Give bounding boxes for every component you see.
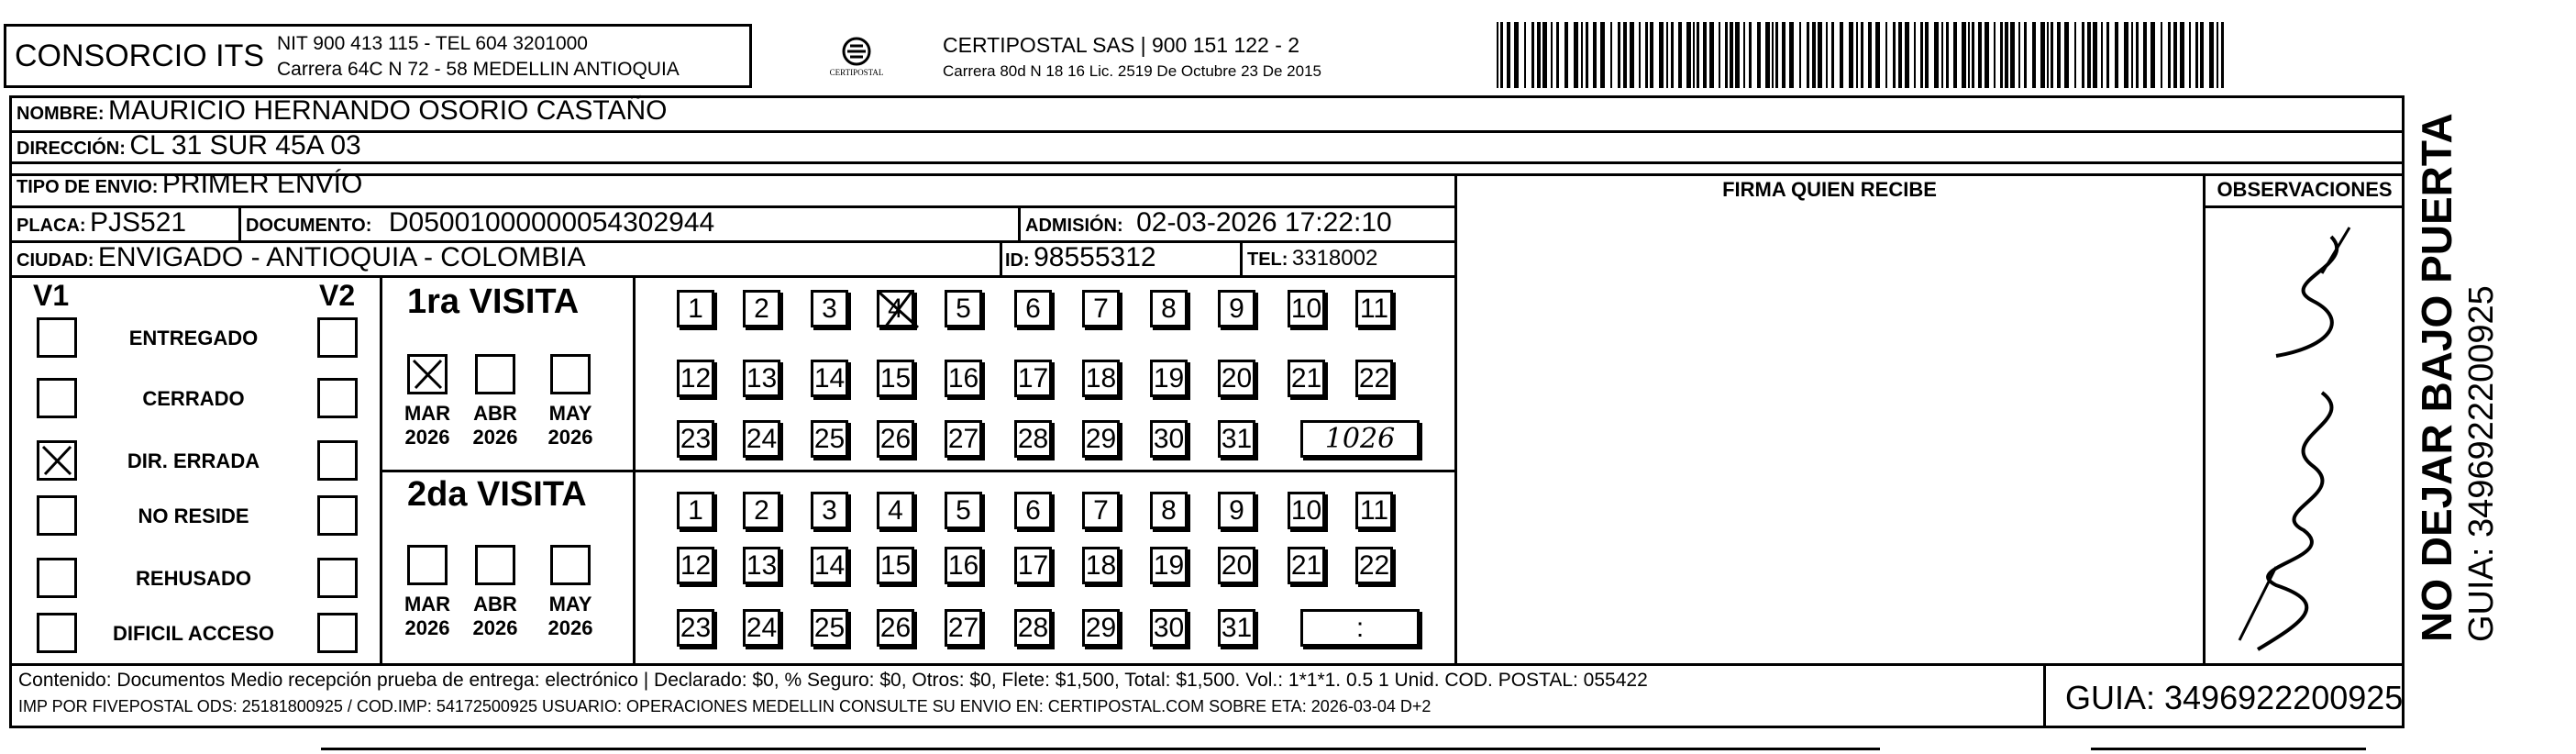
day-box[interactable]: 13 xyxy=(743,360,780,397)
carrier-address: Carrera 80d N 18 16 Lic. 2519 De Octubre 23 De 2015 xyxy=(943,62,1321,80)
day-box[interactable]: 15 xyxy=(877,360,914,397)
day-box[interactable]: 7 xyxy=(1082,290,1120,327)
month-year: 2026 xyxy=(404,426,450,449)
footer-line-2: IMP POR FIVEPOSTAL ODS: 25181800925 / COD.IMP: 54172500925 USUARIO: OPERACIONES MEDELLIN CONSULTE SU ENVIO EN: CERTIPOSTAL.COM SOBRE ETA: 2026-03-04 D+2 xyxy=(18,697,1432,715)
v2-checkbox[interactable] xyxy=(317,440,358,481)
admission-value: 02-03-2026 17:22:10 xyxy=(1136,207,1392,238)
day-box[interactable]: 15 xyxy=(877,547,914,584)
tel-label: TEL: xyxy=(1247,249,1288,270)
v2-checkbox[interactable] xyxy=(317,378,358,418)
day-box[interactable]: 27 xyxy=(945,609,982,647)
city-value: ENVIGADO - ANTIOQUIA - COLOMBIA xyxy=(97,242,586,272)
day-box[interactable]: 8 xyxy=(1150,492,1188,529)
day-box[interactable]: 11 xyxy=(1355,492,1393,529)
day-box[interactable]: 17 xyxy=(1014,360,1052,397)
day-box[interactable]: 14 xyxy=(811,360,848,397)
document-cell xyxy=(246,207,714,238)
month-checkbox[interactable] xyxy=(407,354,448,394)
row-line xyxy=(2203,205,2405,208)
shipment-type: PRIMER ENVÍO xyxy=(161,169,363,199)
month-label xyxy=(468,402,523,449)
status-option-label: NO RESIDE xyxy=(138,505,249,527)
day-box[interactable]: 6 xyxy=(1014,290,1052,327)
type-label: TIPO DE ENVIO: xyxy=(17,177,159,197)
month-year: 2026 xyxy=(547,426,593,449)
day-box[interactable]: 2 xyxy=(743,290,780,327)
row-line xyxy=(9,275,1456,278)
day-box[interactable]: 9 xyxy=(1218,492,1255,529)
month-name: MAY xyxy=(548,593,592,615)
bottom-rule xyxy=(2091,748,2366,750)
day-box[interactable]: 18 xyxy=(1082,547,1120,584)
admission-cell xyxy=(1025,207,1392,238)
day-box[interactable]: 24 xyxy=(743,420,780,458)
day-box[interactable]: 30 xyxy=(1150,420,1188,458)
day-box[interactable]: 31 xyxy=(1218,609,1255,647)
month-year: 2026 xyxy=(404,616,450,639)
month-name: MAR xyxy=(404,402,451,425)
day-box[interactable]: 24 xyxy=(743,609,780,647)
month-year: 2026 xyxy=(472,616,518,639)
city-label: CIUDAD: xyxy=(17,250,94,271)
company-name: CONSORCIO ITS xyxy=(15,39,265,73)
time-box[interactable]: 1026 xyxy=(1300,420,1420,458)
company-address: Carrera 64C N 72 - 58 MEDELLIN ANTIOQUIA xyxy=(277,59,680,80)
tel-value: 3318002 xyxy=(1291,246,1378,271)
footer-guia: GUIA: 3496922200925 xyxy=(2065,679,2404,716)
plate-cell xyxy=(17,207,186,238)
type-row xyxy=(17,169,362,200)
day-box[interactable]: 1 xyxy=(677,492,714,529)
month-label xyxy=(400,593,455,640)
recipient-address: CL 31 SUR 45A 03 xyxy=(129,130,361,161)
company-nit: NIT 900 413 115 - TEL 604 3201000 xyxy=(277,33,588,54)
v2-checkbox[interactable] xyxy=(317,317,358,358)
footer-line-1: Contenido: Documentos Medio recepción prueba de entrega: electrónico | Declarado: $0, % Seguro: $0, Otros: $0, Flete: $1,500, Total: $1,500. Vol.: 1*1*1. 0.5 1 Unid. COD. POSTAL: 055422 xyxy=(18,670,1648,691)
status-option-label: DIR. ERRADA xyxy=(127,449,260,472)
month-label xyxy=(400,402,455,449)
day-box[interactable]: 29 xyxy=(1082,609,1120,647)
v2-checkbox[interactable] xyxy=(317,495,358,536)
cell-divider xyxy=(1018,205,1021,240)
document-label: DOCUMENTO: xyxy=(246,216,372,236)
month-name: ABR xyxy=(473,593,517,615)
month-name: MAR xyxy=(404,593,451,615)
day-box[interactable]: 26 xyxy=(877,420,914,458)
month-checkbox[interactable] xyxy=(475,545,515,585)
day-box[interactable]: 22 xyxy=(1355,547,1393,584)
month-checkbox[interactable] xyxy=(475,354,515,394)
month-label xyxy=(543,593,598,640)
day-box[interactable]: 9 xyxy=(1218,290,1255,327)
day-box[interactable]: 4 xyxy=(877,492,914,529)
row-line xyxy=(9,161,2405,164)
status-option-label: REHUSADO xyxy=(136,567,251,590)
day-box[interactable]: 25 xyxy=(811,609,848,647)
day-box[interactable]: 3 xyxy=(811,290,848,327)
month-checkbox[interactable] xyxy=(407,545,448,585)
document-value: D05001000000054302944 xyxy=(388,207,715,238)
address-row xyxy=(17,130,361,161)
day-box[interactable]: 14 xyxy=(811,547,848,584)
visit-divider xyxy=(380,470,1456,472)
cell-divider xyxy=(1000,240,1002,275)
month-year: 2026 xyxy=(472,426,518,449)
day-box[interactable]: 29 xyxy=(1082,420,1120,458)
status-option-label: DIFICIL ACCESO xyxy=(112,622,274,645)
admission-label: ADMISIÓN: xyxy=(1025,216,1123,236)
barcode xyxy=(1497,22,2230,93)
side-guia: GUIA: 3496922200925 xyxy=(2462,285,2501,642)
id-value: 98555312 xyxy=(1034,242,1156,272)
day-box[interactable]: 18 xyxy=(1082,360,1120,397)
time-box[interactable]: : xyxy=(1300,609,1420,647)
id-cell xyxy=(1005,242,1156,273)
day-box[interactable]: 20 xyxy=(1218,360,1255,397)
day-box[interactable]: 3 xyxy=(811,492,848,529)
plate-value: PJS521 xyxy=(90,207,187,238)
day-box[interactable]: 26 xyxy=(877,609,914,647)
day-box[interactable]: 19 xyxy=(1150,547,1188,584)
right-panel-divider xyxy=(1454,173,1457,663)
month-label xyxy=(468,593,523,640)
v2-checkbox[interactable] xyxy=(317,558,358,598)
day-box[interactable]: 22 xyxy=(1355,360,1393,397)
name-row xyxy=(17,95,668,127)
city-cell xyxy=(17,242,586,273)
day-box[interactable]: 10 xyxy=(1288,492,1325,529)
month-year: 2026 xyxy=(547,616,593,639)
day-box[interactable]: 5 xyxy=(945,290,982,327)
day-box[interactable]: 20 xyxy=(1218,547,1255,584)
side-warning: NO DEJAR BAJO PUERTA xyxy=(2413,113,2460,642)
month-name: ABR xyxy=(473,402,517,425)
status-option-label: CERRADO xyxy=(142,387,245,410)
day-box[interactable]: 17 xyxy=(1014,547,1052,584)
v1-label: V1 xyxy=(33,279,70,312)
footer-divider xyxy=(2043,663,2046,728)
day-box[interactable]: 5 xyxy=(945,492,982,529)
certipostal-logo-icon xyxy=(820,35,893,86)
recipient-name: MAURICIO HERNANDO OSORIO CASTAÑO xyxy=(108,95,668,126)
day-box[interactable]: 2 xyxy=(743,492,780,529)
visit2-title: 2da VISITA xyxy=(407,475,587,514)
address-label: DIRECCIÓN: xyxy=(17,139,126,159)
visit1-title: 1ra VISITA xyxy=(407,283,580,321)
month-checkbox[interactable] xyxy=(550,545,591,585)
row-line xyxy=(9,173,2405,176)
day-box[interactable]: 28 xyxy=(1014,420,1052,458)
month-name: MAY xyxy=(548,402,592,425)
firma-label: FIRMA QUIEN RECIBE xyxy=(1722,178,1937,201)
day-box[interactable]: 28 xyxy=(1014,609,1052,647)
row-line xyxy=(9,130,2405,133)
day-box[interactable]: 1 xyxy=(677,290,714,327)
day-box[interactable]: 11 xyxy=(1355,290,1393,327)
certipostal-logo-text: CERTIPOSTAL xyxy=(829,68,884,77)
day-box[interactable]: 21 xyxy=(1288,360,1325,397)
day-box[interactable]: 25 xyxy=(811,420,848,458)
day-box[interactable]: 12 xyxy=(677,547,714,584)
v2-label: V2 xyxy=(319,279,356,312)
obs-handwriting xyxy=(2221,218,2386,659)
side-text xyxy=(2412,92,2502,642)
obs-label: OBSERVACIONES xyxy=(2217,178,2393,201)
day-box[interactable]: 16 xyxy=(945,547,982,584)
day-box[interactable]: 30 xyxy=(1150,609,1188,647)
plate-label: PLACA: xyxy=(17,216,86,236)
day-box[interactable]: 21 xyxy=(1288,547,1325,584)
day-box[interactable]: 19 xyxy=(1150,360,1188,397)
day-box[interactable]: 12 xyxy=(677,360,714,397)
day-box[interactable]: 8 xyxy=(1150,290,1188,327)
day-box[interactable]: 16 xyxy=(945,360,982,397)
day-box[interactable]: 31 xyxy=(1218,420,1255,458)
cell-divider xyxy=(1240,240,1243,275)
day-box[interactable]: 27 xyxy=(945,420,982,458)
day-box[interactable]: 4 xyxy=(877,290,914,327)
day-box[interactable]: 13 xyxy=(743,547,780,584)
month-checkbox[interactable] xyxy=(550,354,591,394)
tel-cell xyxy=(1247,246,1377,272)
month-label xyxy=(543,402,598,449)
name-label: NOMBRE: xyxy=(17,104,105,124)
carrier-name: CERTIPOSTAL SAS | 900 151 122 - 2 xyxy=(943,33,1300,57)
day-box[interactable]: 23 xyxy=(677,609,714,647)
day-box[interactable]: 6 xyxy=(1014,492,1052,529)
cell-divider xyxy=(238,205,241,240)
day-box[interactable]: 7 xyxy=(1082,492,1120,529)
status-option-label: ENTREGADO xyxy=(128,327,259,349)
day-box[interactable]: 23 xyxy=(677,420,714,458)
v2-checkbox[interactable] xyxy=(317,613,358,653)
day-box[interactable]: 10 xyxy=(1288,290,1325,327)
id-label: ID: xyxy=(1005,250,1030,271)
obs-divider xyxy=(2203,173,2206,663)
bottom-rule xyxy=(321,748,1880,750)
